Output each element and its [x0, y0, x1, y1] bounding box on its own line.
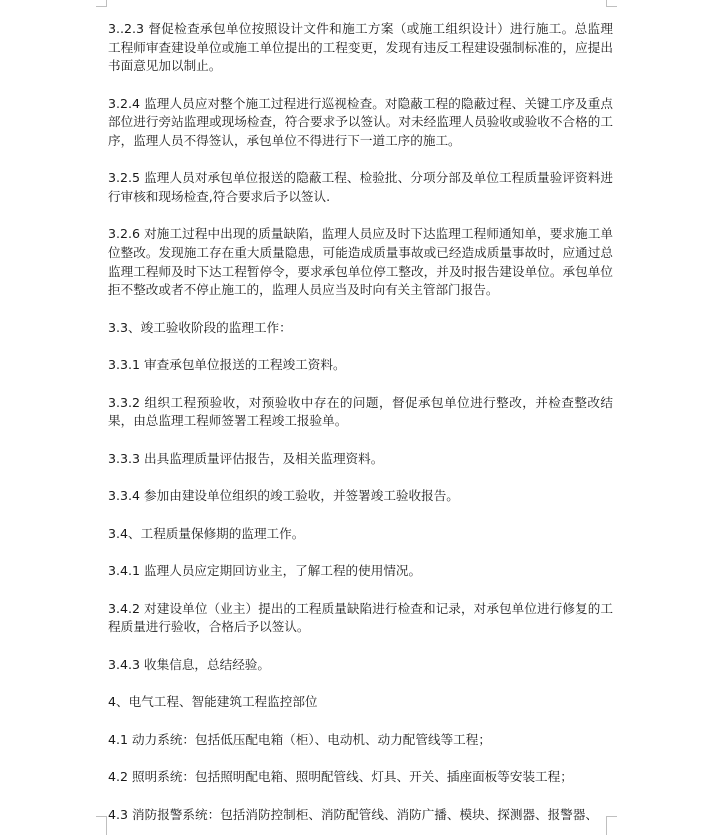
paragraph-4-2: 4.2 照明系统：包括照明配电箱、照明配管线、灯具、开关、插座面板等安装工程；	[108, 769, 573, 785]
paragraph-3-2-4: 3.2.4 监理人员应对整个施工过程进行巡视检查。对隐蔽工程的隐蔽过程、关键工序及重点部位进行旁站监理或现场检查，符合要求予以签认。对未经监理人员验收或验收不合格的工序，监理人员不得签认，承包单位不得进行下一道工序的施工。	[108, 95, 613, 148]
heading-4: 4、电气工程、智能建筑工程监控部位	[108, 694, 318, 710]
paragraph-4-3: 4.3 消防报警系统：包括消防控制柜、消防配管线、消防广播、模块、探测器、报警器、	[108, 806, 599, 822]
paragraph-4-1: 4.1 动力系统：包括低压配电箱（柜）、电动机、动力配管线等工程；	[108, 731, 491, 747]
paragraph-3-3-2: 3.3.2 组织工程预验收，对预验收中存在的问题，督促承包单位进行整改，并检查整改结果，由总监理工程师签署工程竣工报验单。	[108, 394, 613, 429]
paragraph-3-3-1: 3.3.1 审查承包单位报送的工程竣工资料。	[108, 357, 346, 373]
page-corner-mark-bottom-left	[96, 816, 107, 835]
page-corner-mark-top-left	[96, 0, 107, 7]
paragraph-3-2-3: 3..2.3 督促检查承包单位按照设计文件和施工方案（或施工组织设计）进行施工。总监理工程师审查建设单位或施工单位提出的工程变更，发现有违反工程建设强制标准的，应提出书面意见加以制止。	[108, 21, 613, 74]
paragraph-3-4-3: 3.4.3 收集信息，总结经验。	[108, 656, 270, 672]
document-body	[108, 20, 613, 835]
paragraph-3-2-6: 3.2.6 对施工过程中出现的质量缺陷，监理人员应及时下达监理工程师通知单，要求施工单位整改。发现施工存在重大质量隐患，可能造成质量事故或已经造成质量事故时，应通过总监理工程师及时下达工程暂停令，要求承包单位停工整改，并及时报告建设单位。承包单位拒不整改或者不停止施工的，监理人员应当及时向有关主管部门报告。	[108, 226, 613, 298]
paragraph-3-3-4: 3.3.4 参加由建设单位组织的竣工验收，并签署竣工验收报告。	[108, 488, 459, 504]
heading-3-3: 3.3、竣工验收阶段的监理工作：	[108, 319, 292, 335]
page-corner-mark-top-right	[606, 0, 617, 7]
paragraph-3-4-1: 3.4.1 监理人员应定期回访业主，了解工程的使用情况。	[108, 563, 422, 579]
paragraph-3-2-5: 3.2.5 监理人员对承包单位报送的隐蔽工程、检验批、分项分部及单位工程质量验评资料进行审核和现场检查,符合要求后予以签认.	[108, 170, 613, 204]
heading-3-4: 3.4、工程质量保修期的监理工作。	[108, 525, 305, 541]
paragraph-3-3-3: 3.3.3 出具监理质量评估报告，及相关监理资料。	[108, 450, 384, 466]
paragraph-3-4-2: 3.4.2 对建设单位（业主）提出的工程质量缺陷进行检查和记录，对承包单位进行修复的工程质量进行验收，合格后予以签认。	[108, 600, 613, 635]
